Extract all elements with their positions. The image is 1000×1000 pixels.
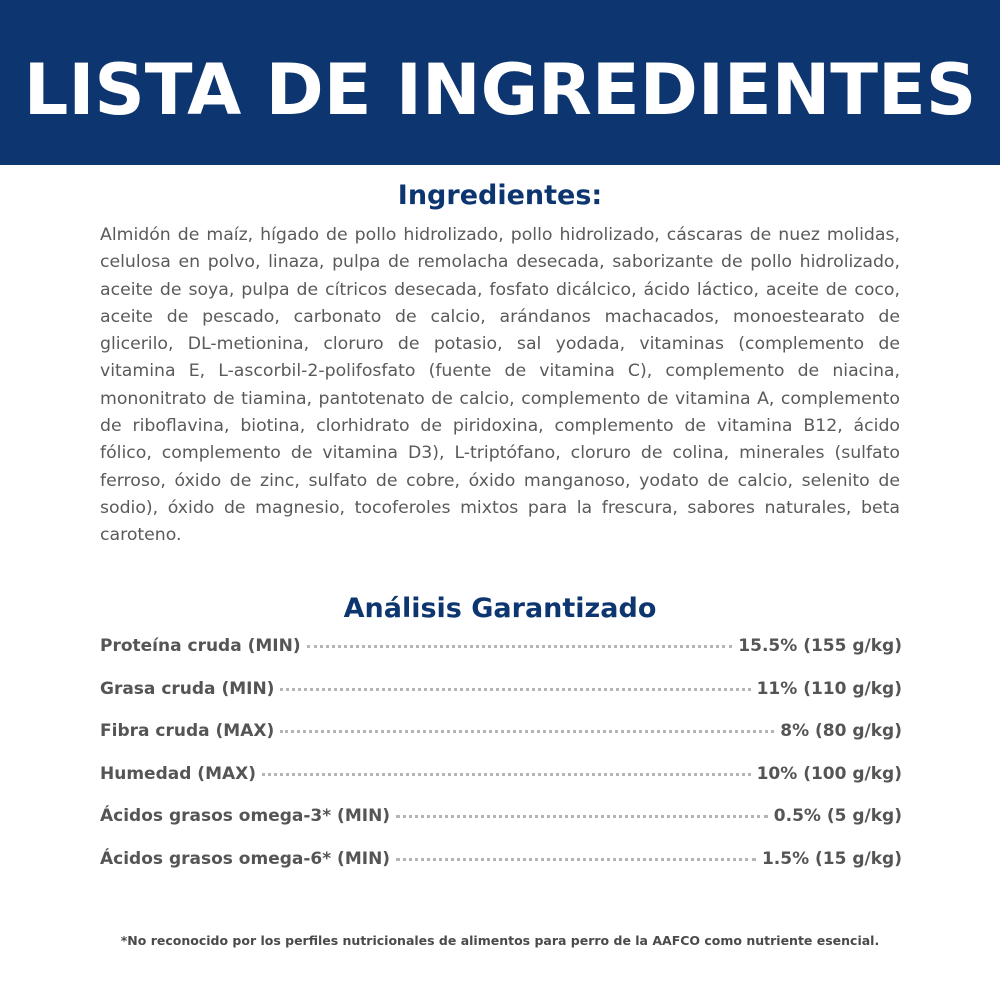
analysis-label: Proteína cruda (MIN) xyxy=(100,636,301,656)
dot-leader xyxy=(396,815,768,818)
analysis-label: Grasa cruda (MIN) xyxy=(100,678,275,699)
analysis-row-omega3 xyxy=(100,806,902,849)
analysis-value: 1.5% (15 g/kg) xyxy=(761,848,902,869)
analysis-row-protein xyxy=(100,636,902,679)
analysis-label: Ácidos grasos omega-3* (MIN) xyxy=(100,806,391,826)
analysis-heading: Análisis Garantizado xyxy=(343,593,657,624)
analysis-label: Humedad (MAX) xyxy=(100,763,257,784)
ingredients-text: Almidón de maíz, hígado de pollo hidrolizado, pollo hidrolizado, cáscaras de nuez molidas, celulosa en polvo, linaza, pulpa de remolacha desecada, saborizante de pollo hidrolizado, aceite de soya, pulpa de cítricos desecada, fosfato dicálcico, ácido láctico, aceite de coco, aceite de pescado, carbonato de calcio, arándanos machacados, monoestearato de glicerilo, DL-metionina, cloruro de potasio, sal yodada, vitaminas (complemento de vitamina E, L-ascorbil-2-polifosfato (fuente de vitamina C), complemento de niacina, mononitrato de tiamina, pantotenato de calcio, complemento de vitamina A, complemento de riboflavina, biotina, clorhidrato de piridoxina, complemento de vitamina B12, ácido fólico, complemento de vitamina D3), L-triptófano, cloruro de colina, minerales (sulfato ferroso, óxido de zinc, sulfato de cobre, óxido manganoso, yodato de calcio, selenito de sodio), óxido de magnesio, tocoferoles mixtos para la frescura, sabores naturales, beta caroteno. xyxy=(100,225,900,546)
analysis-value: 8% (80 g/kg) xyxy=(780,721,902,741)
ingredients-heading: Ingredientes: xyxy=(397,180,603,211)
analysis-row-omega6 xyxy=(100,849,902,892)
footnote: *No reconocido por los perfiles nutricionales de alimentos para perro de la AAFCO como nutriente esencial. xyxy=(120,933,880,948)
header-banner xyxy=(0,0,1000,165)
page-title: LISTA DE INGREDIENTES xyxy=(23,48,977,131)
analysis-row-moisture xyxy=(100,764,902,807)
analysis-value: 0.5% (5 g/kg) xyxy=(773,806,902,826)
dot-leader xyxy=(262,773,751,776)
analysis-value: 15.5% (155 g/kg) xyxy=(738,636,902,656)
dot-leader xyxy=(280,688,750,691)
analysis-value: 11% (110 g/kg) xyxy=(756,678,902,699)
analysis-table xyxy=(100,636,902,891)
analysis-label: Fibra cruda (MAX) xyxy=(100,721,275,741)
analysis-value: 10% (100 g/kg) xyxy=(756,763,902,784)
dot-leader xyxy=(307,645,733,648)
analysis-label: Ácidos grasos omega-6* (MIN) xyxy=(100,848,391,869)
dot-leader xyxy=(280,730,774,733)
analysis-row-fat xyxy=(100,679,902,722)
analysis-row-fiber xyxy=(100,721,902,764)
dot-leader xyxy=(396,858,756,861)
